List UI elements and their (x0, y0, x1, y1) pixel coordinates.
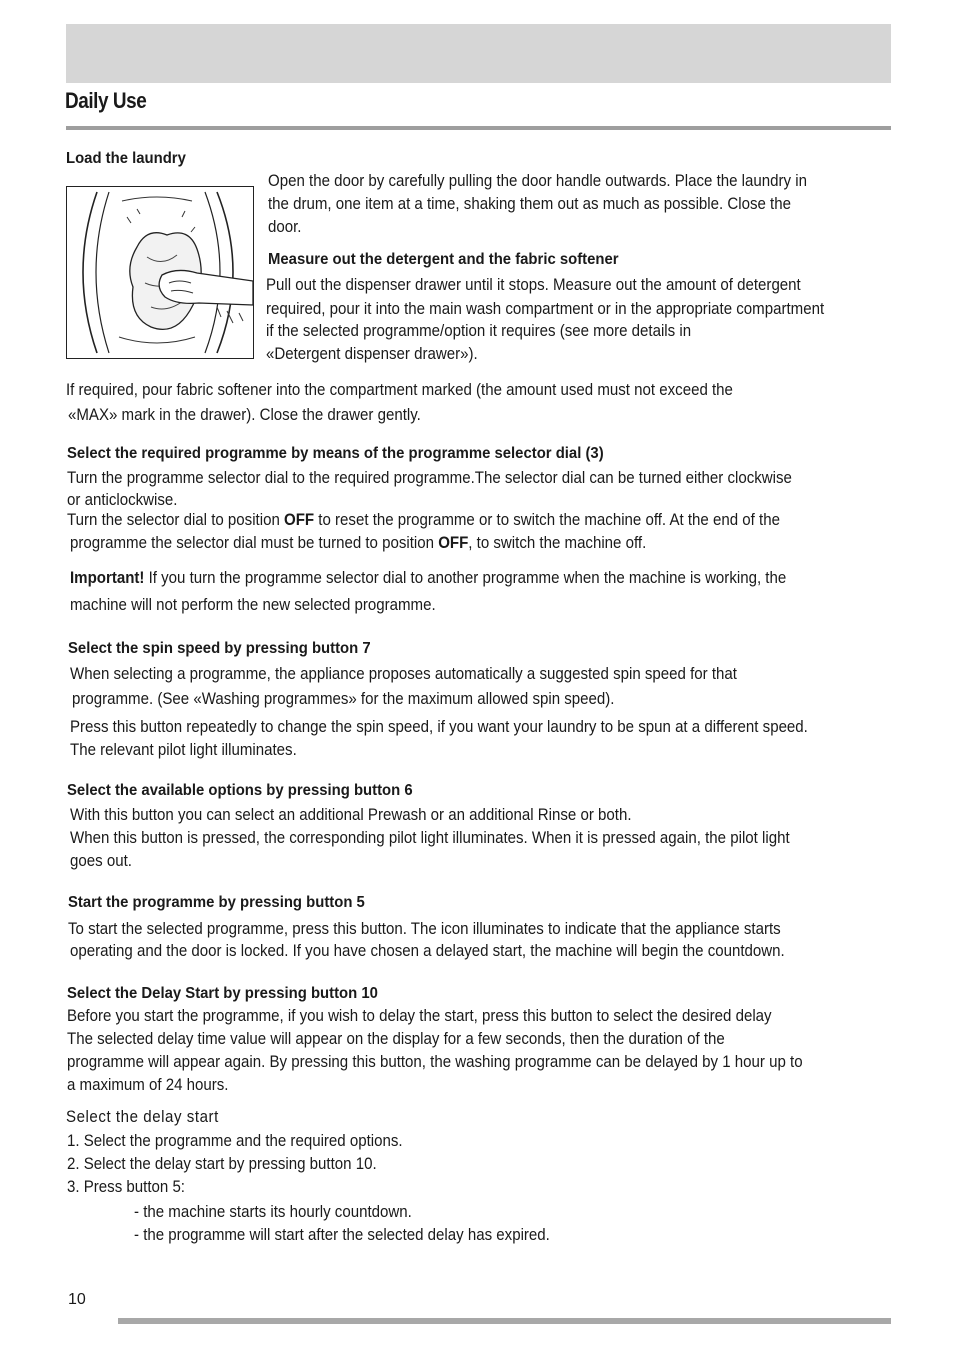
options-heading: Select the available options by pressing button 6 (67, 782, 413, 799)
softener-text-line: «MAX» mark in the drawer). Close the drawer gently. (68, 406, 421, 424)
programme-text: to reset the programme or to switch the machine off. At the end of the (314, 511, 780, 529)
header-band (66, 24, 891, 83)
laundry-illustration (66, 186, 254, 359)
programme-text-line (67, 509, 780, 532)
load-text-line: Open the door by carefully pulling the door handle outwards. Place the laundry in (268, 172, 807, 190)
page-number: 10 (68, 1291, 86, 1308)
delay-text-line: The selected delay time value will appear on the display for a few seconds, then the duration of the (67, 1030, 725, 1048)
important-text: If you turn the programme selector dial to another programme when the machine is working, the (144, 569, 787, 587)
programme-text-line (70, 532, 646, 555)
start-text-line: operating and the door is locked. If you have chosen a delayed start, the machine will begin the countdown. (70, 942, 785, 960)
programme-text: programme the selector dial must be turned to position (70, 534, 439, 552)
footer-divider (118, 1318, 891, 1324)
delay-step: 1. Select the programme and the required options. (67, 1132, 403, 1150)
load-text-line: door. (268, 218, 302, 236)
measure-heading: Measure out the detergent and the fabric softener (268, 251, 619, 268)
delay-heading: Select the Delay Start by pressing button 10 (67, 985, 378, 1002)
load-text-line: the drum, one item at a time, shaking them out as much as possible. Close the (268, 195, 791, 213)
start-text-line: To start the selected programme, press this button. The icon illuminates to indicate that the appliance starts (68, 920, 781, 938)
programme-text-line: Turn the programme selector dial to the required programme.The selector dial can be turned either clockwise (67, 469, 792, 487)
measure-text-line: if the selected programme/option it requires (see more details in (266, 322, 692, 340)
spin-text-line: The relevant pilot light illuminates. (70, 741, 297, 759)
important-note (70, 567, 786, 590)
spin-text-line: When selecting a programme, the appliance proposes automatically a suggested spin speed for that (70, 665, 737, 683)
delay-subheading: Select the delay start (66, 1108, 219, 1126)
programme-text: , to switch the machine off. (468, 534, 647, 552)
load-heading: Load the laundry (66, 150, 186, 167)
spin-heading: Select the spin speed by pressing button 7 (68, 640, 371, 657)
delay-substep: - the machine starts its hourly countdown. (134, 1203, 412, 1221)
measure-text-line: Pull out the dispenser drawer until it stops. Measure out the amount of detergent (266, 276, 801, 294)
title-divider (66, 126, 891, 130)
important-label: Important! (70, 569, 145, 587)
delay-step: 2. Select the delay start by pressing button 10. (67, 1155, 377, 1173)
delay-text-line: Before you start the programme, if you wish to delay the start, press this button to select the desired delay (67, 1007, 772, 1025)
programme-text-line: or anticlockwise. (67, 491, 178, 509)
softener-text-line: If required, pour fabric softener into the compartment marked (the amount used must not exceed the (66, 381, 733, 399)
delay-substep: - the programme will start after the selected delay has expired. (134, 1226, 550, 1244)
delay-step: 3. Press button 5: (67, 1178, 186, 1196)
delay-text-line: a maximum of 24 hours. (67, 1076, 229, 1094)
measure-text-line: «Detergent dispenser drawer»). (266, 345, 478, 363)
delay-text-line: programme will appear again. By pressing this button, the washing programme can be delayed by 1 hour up to (67, 1053, 803, 1071)
programme-heading: Select the required programme by means of the programme selector dial (3) (67, 445, 604, 462)
start-heading: Start the programme by pressing button 5 (68, 894, 365, 911)
spin-text-line: Press this button repeatedly to change the spin speed, if you want your laundry to be spun at a different speed. (70, 718, 808, 736)
options-text-line: goes out. (70, 852, 132, 870)
options-text-line: With this button you can select an additional Prewash or an additional Rinse or both. (70, 806, 632, 824)
off-label: OFF (438, 534, 469, 552)
important-text-line: machine will not perform the new selected programme. (70, 596, 436, 614)
washing-machine-drum-illustration (67, 187, 253, 358)
section-title: Daily Use (65, 88, 147, 113)
programme-text: Turn the selector dial to position (67, 511, 285, 529)
off-label: OFF (284, 511, 315, 529)
options-text-line: When this button is pressed, the corresponding pilot light illuminates. When it is pressed again, the pilot light (70, 829, 790, 847)
spin-text-line: programme. (See «Washing programmes» for the maximum allowed spin speed). (72, 690, 615, 708)
measure-text-line: required, pour it into the main wash compartment or in the appropriate compartment (266, 300, 825, 318)
